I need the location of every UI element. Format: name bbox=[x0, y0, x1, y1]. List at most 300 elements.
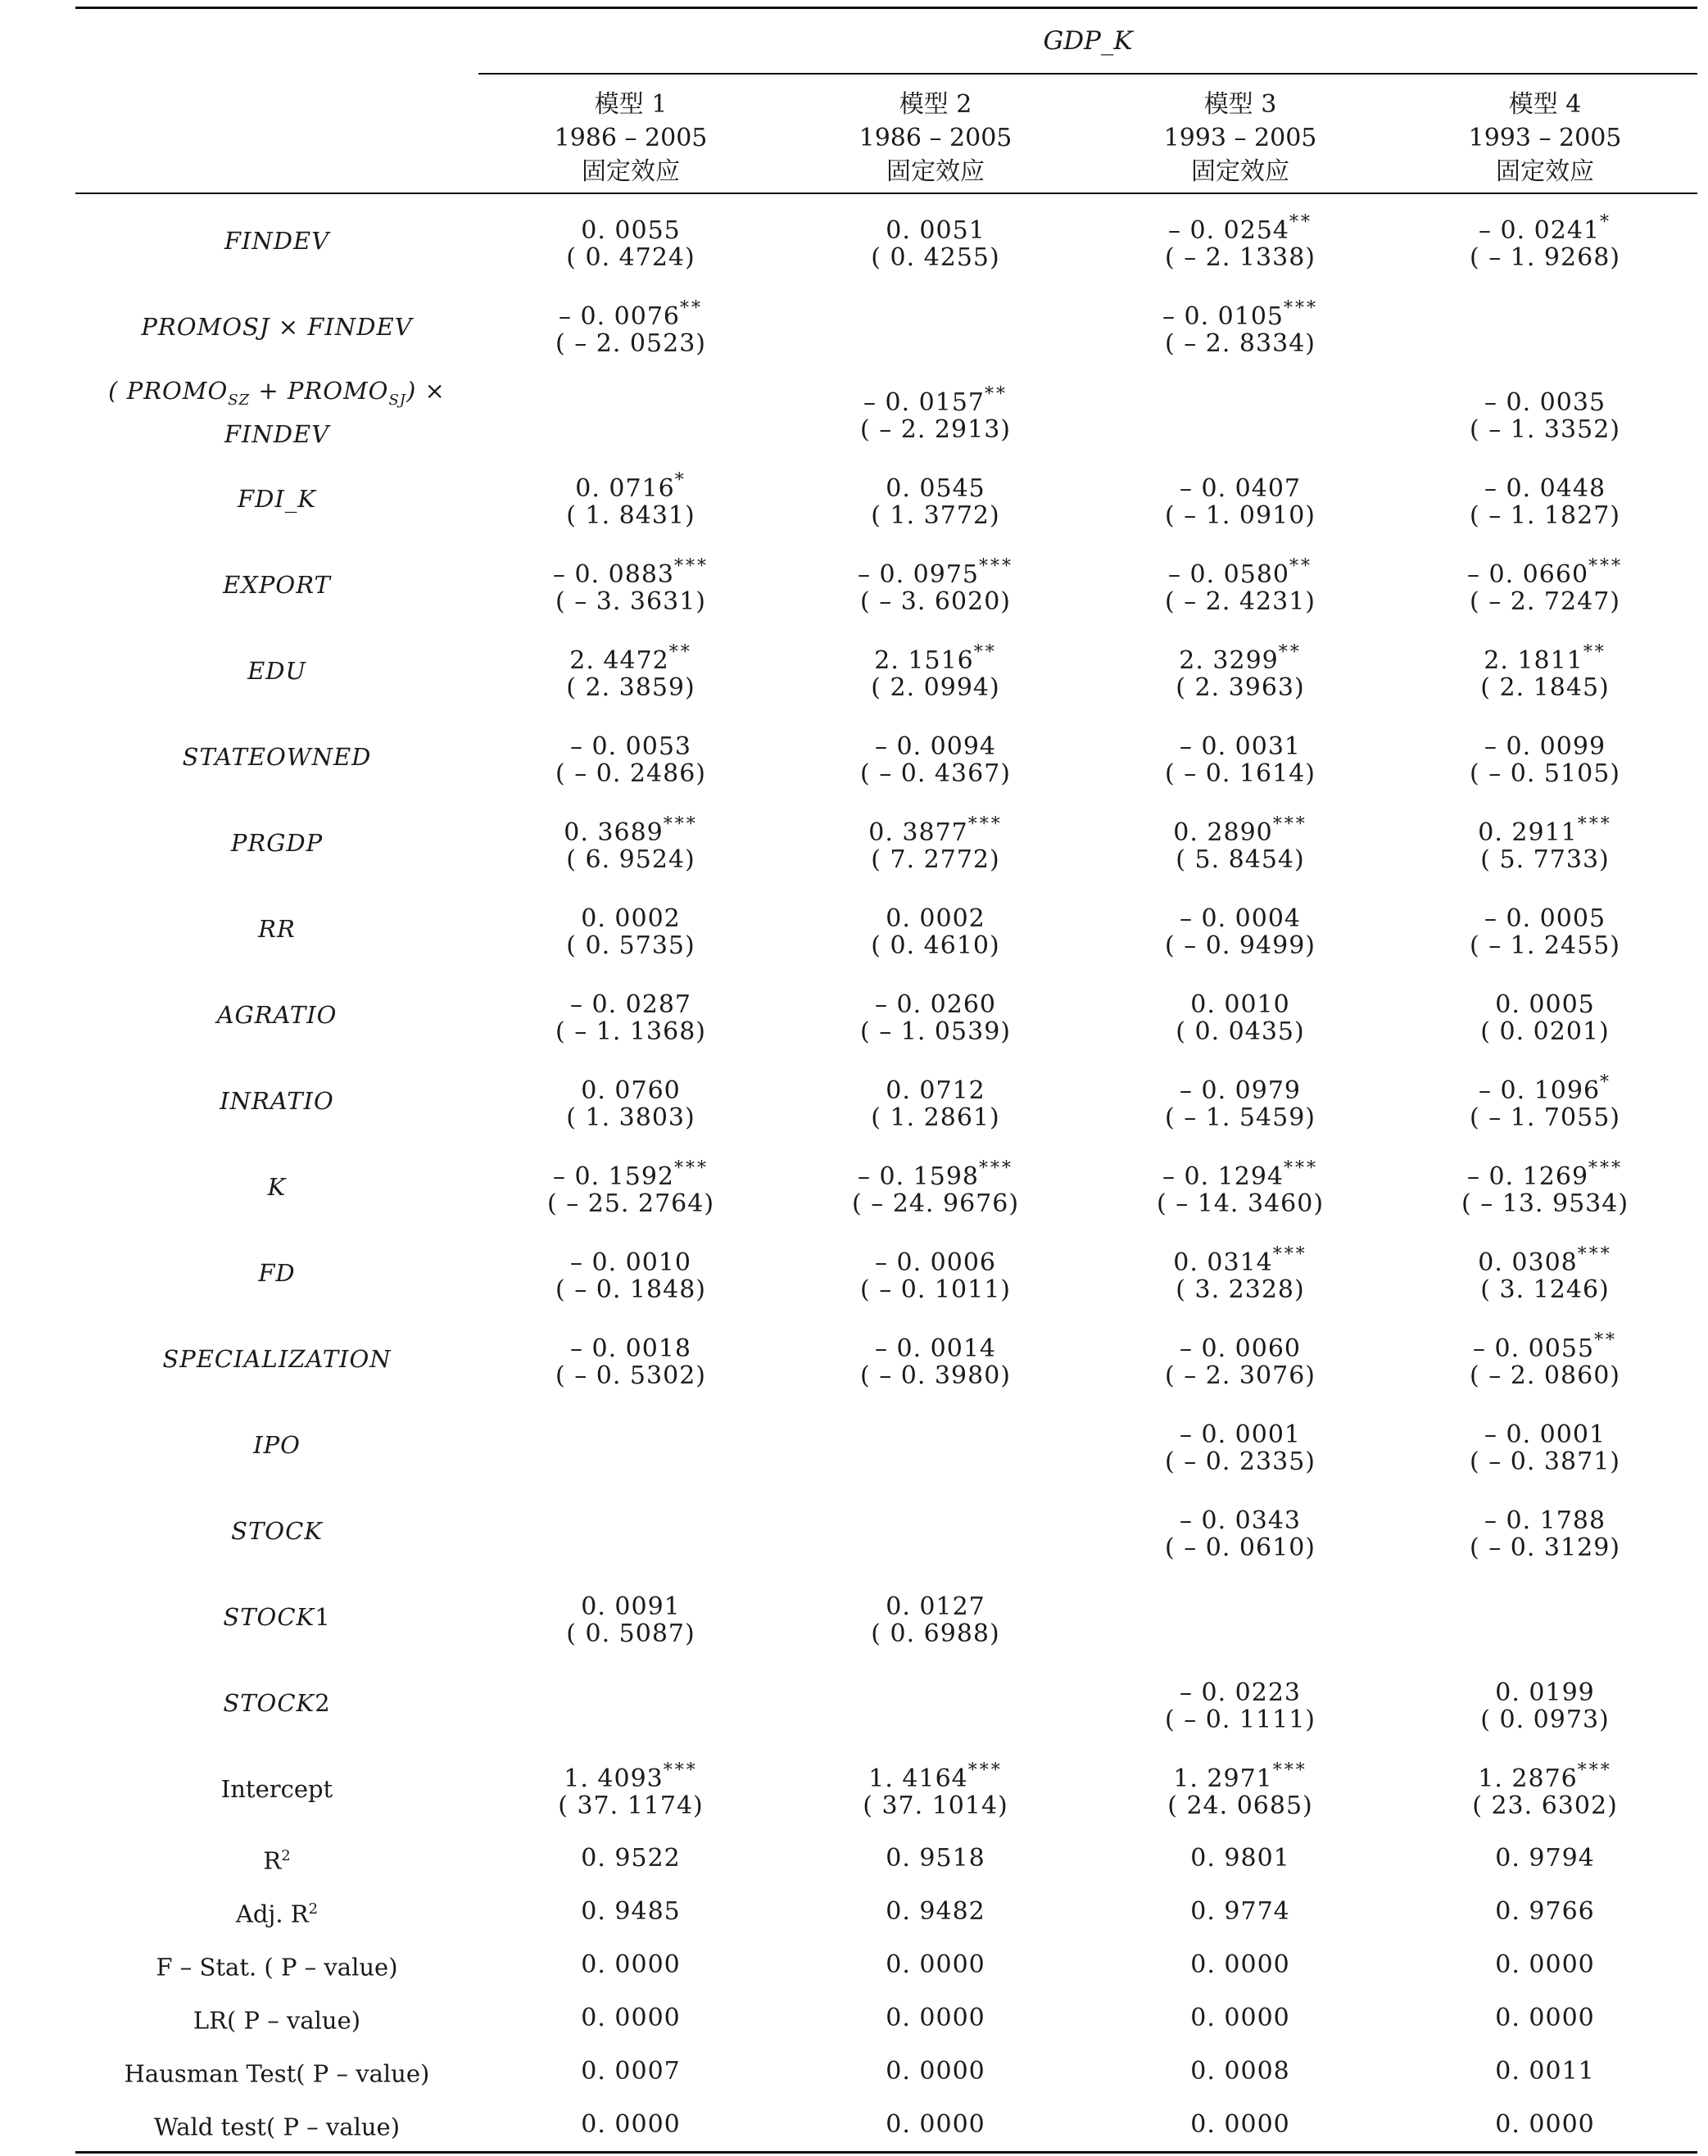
coefficient-cell bbox=[478, 627, 783, 713]
coefficient-cell bbox=[1088, 799, 1393, 886]
t-statistic bbox=[478, 1703, 783, 1737]
t-statistic: ( – 1. 0539) bbox=[860, 1017, 1011, 1046]
t-statistic: ( – 1. 2455) bbox=[1470, 931, 1620, 960]
t-statistic: ( – 1. 3352) bbox=[1470, 414, 1620, 444]
stat-value: 0. 0007 bbox=[581, 2056, 681, 2086]
coefficient-number: – 0. 0094 bbox=[874, 732, 997, 761]
coefficient-number: – 0. 1598 bbox=[857, 1162, 980, 1191]
t-statistic bbox=[1088, 413, 1393, 446]
coefficient-cell bbox=[783, 713, 1088, 799]
coefficient-cell bbox=[478, 972, 783, 1058]
coefficient-number: 0. 0308 bbox=[1478, 1248, 1578, 1277]
coefficient-value bbox=[1393, 637, 1697, 675]
row-label-subscript: SZ bbox=[228, 391, 251, 409]
coefficient-value bbox=[1088, 1153, 1393, 1191]
stat-row bbox=[75, 1991, 1697, 2045]
t-statistic bbox=[478, 1531, 783, 1565]
row-label-subscript: SJ bbox=[388, 391, 406, 409]
significance-stars: * bbox=[1600, 211, 1612, 233]
coefficient-value bbox=[478, 1497, 783, 1531]
t-statistic: ( – 0. 5302) bbox=[555, 1361, 706, 1390]
stat-value: 0. 0011 bbox=[1495, 2056, 1595, 2086]
coefficient-value bbox=[1088, 637, 1393, 675]
coefficient-cell bbox=[783, 972, 1088, 1058]
coefficient-value bbox=[1393, 1153, 1697, 1191]
table-row bbox=[75, 283, 1697, 369]
coefficient-value bbox=[1088, 1239, 1393, 1277]
stat-label bbox=[75, 2098, 478, 2153]
significance-stars: ** bbox=[680, 297, 704, 319]
model-period: 1986 – 2005 bbox=[554, 123, 708, 152]
row-label-text: EXPORT bbox=[223, 570, 331, 599]
t-statistic bbox=[1393, 327, 1697, 360]
t-statistic: ( – 1. 9268) bbox=[1470, 242, 1620, 272]
row-label-text: RR bbox=[258, 914, 296, 943]
stat-value: 0. 9774 bbox=[1190, 1896, 1290, 1926]
coefficient-cell bbox=[1088, 541, 1393, 627]
stat-value: 0. 0000 bbox=[1495, 1950, 1595, 1979]
coefficient-number: – 0. 0001 bbox=[1484, 1420, 1606, 1449]
coefficient-value bbox=[783, 207, 1088, 245]
t-statistic: ( – 0. 2335) bbox=[1165, 1447, 1316, 1476]
coefficient-number: 0. 0545 bbox=[886, 473, 985, 503]
t-statistic: ( – 1. 1368) bbox=[555, 1017, 706, 1046]
coefficient-number: 0. 3689 bbox=[564, 818, 664, 847]
significance-stars: *** bbox=[979, 1157, 1014, 1179]
coefficient-value bbox=[783, 637, 1088, 675]
coefficient-cell bbox=[478, 193, 783, 283]
coefficient-value bbox=[1393, 207, 1697, 245]
coefficient-cell bbox=[1088, 455, 1393, 541]
coefficient-cell bbox=[783, 1660, 1088, 1746]
t-statistic: ( – 14. 3460) bbox=[1156, 1189, 1325, 1218]
coefficient-number: 0. 0712 bbox=[886, 1076, 985, 1105]
model-name: 模型 2 bbox=[899, 89, 972, 119]
t-statistic: ( 0. 4610) bbox=[871, 931, 1000, 960]
t-statistic: ( – 24. 9676) bbox=[851, 1189, 1020, 1218]
coefficient-number: – 0. 0004 bbox=[1179, 904, 1302, 933]
coefficient-cell bbox=[1088, 713, 1393, 799]
coefficient-value bbox=[1393, 981, 1697, 1019]
coefficient-cell bbox=[1088, 1574, 1393, 1660]
t-statistic: ( 37. 1174) bbox=[558, 1791, 704, 1820]
coefficient-cell bbox=[783, 1488, 1088, 1574]
t-statistic: ( 0. 5735) bbox=[566, 931, 695, 960]
significance-stars: *** bbox=[674, 1157, 709, 1179]
dependent-variable-label: GDP_K bbox=[478, 8, 1697, 75]
t-statistic: ( – 13. 9534) bbox=[1461, 1189, 1629, 1218]
significance-stars: ** bbox=[1289, 211, 1313, 233]
stat-label bbox=[75, 1938, 478, 1991]
coefficient-value bbox=[783, 293, 1088, 327]
significance-stars: *** bbox=[1588, 555, 1624, 577]
row-label-text: FINDEV bbox=[224, 226, 330, 255]
t-statistic: ( 2. 3963) bbox=[1176, 673, 1305, 702]
row-label bbox=[75, 886, 478, 972]
coefficient-cell bbox=[1088, 193, 1393, 283]
coefficient-cell bbox=[478, 541, 783, 627]
coefficient-cell bbox=[1393, 1316, 1697, 1402]
t-statistic: ( – 2. 0523) bbox=[555, 328, 706, 358]
model-header bbox=[1088, 74, 1393, 193]
coefficient-number: – 0. 0883 bbox=[552, 559, 675, 589]
coefficient-value bbox=[783, 1755, 1088, 1793]
model-name: 模型 1 bbox=[594, 89, 668, 119]
row-label bbox=[75, 1402, 478, 1488]
model-name: 模型 4 bbox=[1508, 89, 1582, 119]
coefficient-number: – 0. 0001 bbox=[1179, 1420, 1302, 1449]
t-statistic: ( 2. 3859) bbox=[566, 673, 695, 702]
row-label-text: Intercept bbox=[220, 1774, 333, 1803]
t-statistic: ( – 0. 3980) bbox=[860, 1361, 1011, 1390]
stat-value: 0. 9766 bbox=[1495, 1896, 1595, 1926]
row-label bbox=[75, 1144, 478, 1230]
table-row bbox=[75, 455, 1697, 541]
coefficient-value bbox=[783, 981, 1088, 1019]
row-label bbox=[75, 1746, 478, 1832]
coefficient-cell bbox=[783, 283, 1088, 369]
t-statistic: ( – 0. 1011) bbox=[860, 1275, 1011, 1304]
model-method: 固定效应 bbox=[886, 156, 985, 186]
row-label-text: EDU bbox=[247, 656, 306, 685]
coefficient-number: – 0. 0006 bbox=[874, 1248, 997, 1277]
coefficient-number: – 0. 1269 bbox=[1466, 1162, 1589, 1191]
table-row bbox=[75, 1058, 1697, 1144]
significance-stars: *** bbox=[1272, 1243, 1307, 1265]
t-statistic: ( 5. 7733) bbox=[1480, 845, 1610, 874]
coefficient-number: – 0. 0979 bbox=[1179, 1076, 1302, 1105]
row-label-text: FDI_K bbox=[238, 484, 316, 513]
coefficient-cell bbox=[478, 369, 783, 455]
stat-value: 0. 0000 bbox=[886, 2056, 985, 2086]
coefficient-value bbox=[478, 1583, 783, 1621]
model-header-row bbox=[75, 74, 1697, 193]
t-statistic: ( 2. 0994) bbox=[871, 673, 1000, 702]
coefficient-number: 1. 2876 bbox=[1478, 1764, 1578, 1793]
t-statistic: ( 3. 2328) bbox=[1176, 1275, 1305, 1304]
coefficient-number: – 0. 0099 bbox=[1484, 732, 1606, 761]
coefficient-number: 2. 1516 bbox=[874, 645, 974, 675]
coefficient-number: – 0. 0060 bbox=[1179, 1334, 1302, 1363]
significance-stars: ** bbox=[1278, 641, 1302, 663]
coefficient-cell bbox=[478, 283, 783, 369]
coefficient-cell bbox=[478, 1574, 783, 1660]
coefficient-value bbox=[1088, 1583, 1393, 1617]
coefficient-cell bbox=[783, 799, 1088, 886]
t-statistic: ( – 0. 1111) bbox=[1165, 1705, 1316, 1734]
row-label-text: FD bbox=[258, 1258, 296, 1287]
significance-stars: ** bbox=[1289, 555, 1313, 577]
coefficient-number: – 0. 0010 bbox=[569, 1248, 692, 1277]
coefficient-cell bbox=[478, 799, 783, 886]
coefficient-value bbox=[1393, 551, 1697, 589]
coefficient-value bbox=[1088, 551, 1393, 589]
model-period: 1986 – 2005 bbox=[859, 123, 1013, 152]
significance-stars: ** bbox=[1594, 1329, 1618, 1351]
coefficient-value bbox=[1393, 1669, 1697, 1707]
stat-value: 0. 0000 bbox=[886, 2003, 985, 2032]
stat-value: 0. 0008 bbox=[1190, 2056, 1290, 2086]
coefficient-cell bbox=[783, 455, 1088, 541]
coefficient-value bbox=[783, 379, 1088, 417]
coefficient-value bbox=[1088, 1411, 1393, 1449]
coefficient-value bbox=[1393, 379, 1697, 417]
row-label bbox=[75, 627, 478, 713]
t-statistic bbox=[1088, 1617, 1393, 1651]
t-statistic: ( – 0. 1848) bbox=[555, 1275, 706, 1304]
stat-label bbox=[75, 1832, 478, 1885]
coefficient-value bbox=[1393, 1325, 1697, 1363]
coefficient-cell bbox=[1088, 1058, 1393, 1144]
row-label bbox=[75, 455, 478, 541]
row-label bbox=[75, 1488, 478, 1574]
stat-label bbox=[75, 1885, 478, 1938]
coefficient-number: 0. 0002 bbox=[581, 904, 681, 933]
coefficient-cell bbox=[783, 1144, 1088, 1230]
t-statistic: ( 6. 9524) bbox=[566, 845, 695, 874]
t-statistic: ( 1. 3772) bbox=[871, 500, 1000, 530]
stat-label-text: LR( P – value) bbox=[193, 2006, 361, 2035]
t-statistic: ( 2. 1845) bbox=[1480, 673, 1610, 702]
row-label bbox=[75, 1230, 478, 1316]
coefficient-value bbox=[478, 551, 783, 589]
table-row bbox=[75, 1488, 1697, 1574]
t-statistic: ( – 0. 0610) bbox=[1165, 1533, 1316, 1562]
coefficient-cell bbox=[478, 1058, 783, 1144]
coefficient-cell bbox=[783, 541, 1088, 627]
row-label bbox=[75, 193, 478, 283]
coefficient-cell bbox=[1393, 541, 1697, 627]
t-statistic: ( 0. 0201) bbox=[1480, 1017, 1610, 1046]
stat-value: 0. 0000 bbox=[1190, 2109, 1290, 2139]
model-method: 固定效应 bbox=[1191, 156, 1289, 186]
coefficient-cell bbox=[478, 1660, 783, 1746]
significance-stars: ** bbox=[973, 641, 997, 663]
coefficient-number: – 0. 0031 bbox=[1179, 732, 1302, 761]
significance-stars: *** bbox=[1577, 1243, 1612, 1265]
coefficient-value bbox=[478, 981, 783, 1019]
dependent-variable-row bbox=[75, 8, 1697, 75]
stat-value: 0. 0000 bbox=[1190, 2003, 1290, 2032]
stat-value: 0. 9801 bbox=[1190, 1843, 1290, 1873]
model-header bbox=[478, 74, 783, 193]
significance-stars: * bbox=[674, 469, 686, 491]
coefficient-cell bbox=[1393, 886, 1697, 972]
coefficient-value bbox=[1393, 1411, 1697, 1449]
coefficient-number: 0. 0760 bbox=[581, 1076, 681, 1105]
t-statistic: ( 3. 1246) bbox=[1480, 1275, 1610, 1304]
significance-stars: *** bbox=[1577, 813, 1612, 835]
stat-value: 0. 9522 bbox=[581, 1843, 681, 1873]
coefficient-number: – 0. 0241 bbox=[1478, 215, 1601, 245]
coefficient-value bbox=[1088, 1669, 1393, 1707]
coefficient-cell bbox=[1393, 1230, 1697, 1316]
t-statistic: ( – 3. 3631) bbox=[555, 587, 706, 616]
coefficient-number: 0. 0127 bbox=[886, 1592, 985, 1621]
coefficient-number: 2. 1811 bbox=[1484, 645, 1583, 675]
coefficient-number: – 0. 0254 bbox=[1167, 215, 1290, 245]
t-statistic: ( – 1. 1827) bbox=[1470, 500, 1620, 530]
coefficient-cell bbox=[1088, 1746, 1393, 1832]
coefficient-number: 0. 0051 bbox=[886, 215, 985, 245]
row-label-text: PRGDP bbox=[230, 828, 324, 857]
t-statistic: ( 37. 1014) bbox=[863, 1791, 1008, 1820]
row-label bbox=[75, 369, 478, 455]
coefficient-number: 0. 0002 bbox=[886, 904, 985, 933]
coefficient-cell bbox=[1088, 283, 1393, 369]
coefficient-number: – 0. 0223 bbox=[1179, 1678, 1302, 1707]
significance-stars: ** bbox=[668, 641, 692, 663]
significance-stars: *** bbox=[1272, 1760, 1307, 1781]
t-statistic: ( 0. 0435) bbox=[1176, 1017, 1305, 1046]
row-label-suffix: 2 bbox=[315, 1688, 331, 1717]
coefficient-number: 2. 4472 bbox=[569, 645, 669, 675]
t-statistic: ( – 0. 1614) bbox=[1165, 759, 1316, 788]
coefficient-value bbox=[783, 551, 1088, 589]
coefficient-cell bbox=[783, 1746, 1088, 1832]
row-label-part: ( PROMO bbox=[108, 376, 229, 405]
coefficient-cell bbox=[478, 1230, 783, 1316]
row-label bbox=[75, 799, 478, 886]
row-label-suffix: 1 bbox=[315, 1602, 331, 1631]
row-label-text: INRATIO bbox=[220, 1086, 334, 1115]
stat-label-superscript: 2 bbox=[308, 1900, 319, 1918]
t-statistic: ( – 3. 6020) bbox=[860, 587, 1011, 616]
coefficient-cell bbox=[478, 455, 783, 541]
coefficient-number: – 0. 0053 bbox=[569, 732, 692, 761]
table-row bbox=[75, 799, 1697, 886]
t-statistic: ( 1. 8431) bbox=[566, 500, 695, 530]
stat-row bbox=[75, 2045, 1697, 2098]
coefficient-value bbox=[783, 895, 1088, 933]
header-corner bbox=[75, 8, 478, 75]
coefficient-value bbox=[783, 723, 1088, 761]
coefficient-number: 0. 2890 bbox=[1173, 818, 1273, 847]
coefficient-value bbox=[478, 1153, 783, 1191]
coefficient-cell bbox=[1088, 1488, 1393, 1574]
stat-label-text: Wald test( P – value) bbox=[153, 2113, 401, 2141]
coefficient-number: – 0. 1294 bbox=[1162, 1162, 1284, 1191]
coefficient-number: 0. 0010 bbox=[1190, 990, 1290, 1019]
coefficient-value bbox=[1088, 465, 1393, 503]
coefficient-value bbox=[1393, 1067, 1697, 1105]
coefficient-value bbox=[1393, 1239, 1697, 1277]
coefficient-number: – 0. 0260 bbox=[874, 990, 997, 1019]
coefficient-number: – 0. 0287 bbox=[569, 990, 692, 1019]
t-statistic: ( – 2. 8334) bbox=[1165, 328, 1316, 358]
coefficient-cell bbox=[783, 886, 1088, 972]
stat-value: 0. 0000 bbox=[1495, 2003, 1595, 2032]
t-statistic: ( – 0. 3871) bbox=[1470, 1447, 1620, 1476]
significance-stars: *** bbox=[967, 1760, 1003, 1781]
coefficient-value bbox=[783, 1153, 1088, 1191]
coefficient-cell bbox=[1088, 1660, 1393, 1746]
coefficient-value bbox=[1393, 1583, 1697, 1617]
stat-value: 0. 9794 bbox=[1495, 1843, 1595, 1873]
coefficient-value bbox=[478, 809, 783, 847]
table-row bbox=[75, 1230, 1697, 1316]
coefficient-number: 0. 0055 bbox=[581, 215, 681, 245]
coefficient-value bbox=[1393, 1497, 1697, 1535]
significance-stars: *** bbox=[1284, 297, 1319, 319]
coefficient-value bbox=[478, 1325, 783, 1363]
coefficient-number: – 0. 0018 bbox=[569, 1334, 692, 1363]
coefficient-value bbox=[1088, 895, 1393, 933]
coefficient-cell bbox=[1088, 1402, 1393, 1488]
significance-stars: *** bbox=[1272, 813, 1307, 835]
coefficient-value bbox=[1393, 1755, 1697, 1793]
row-label-text: K bbox=[267, 1172, 287, 1201]
coefficient-rows bbox=[75, 193, 1697, 1832]
coefficient-value bbox=[1088, 1325, 1393, 1363]
stat-label-text: R bbox=[263, 1846, 282, 1875]
coefficient-value bbox=[783, 1411, 1088, 1445]
stat-row bbox=[75, 1832, 1697, 1885]
coefficient-value bbox=[783, 1325, 1088, 1363]
row-label bbox=[75, 541, 478, 627]
coefficient-number: – 0. 1592 bbox=[552, 1162, 675, 1191]
coefficient-cell bbox=[1088, 886, 1393, 972]
coefficient-cell bbox=[1088, 369, 1393, 455]
coefficient-cell bbox=[1088, 972, 1393, 1058]
row-label bbox=[75, 1316, 478, 1402]
coefficient-number: – 0. 0157 bbox=[863, 387, 985, 417]
t-statistic: ( 0. 4255) bbox=[871, 242, 1000, 272]
coefficient-number: 0. 3877 bbox=[868, 818, 968, 847]
significance-stars: *** bbox=[663, 813, 698, 835]
statistics-rows bbox=[75, 1832, 1697, 2153]
coefficient-value bbox=[478, 1239, 783, 1277]
coefficient-number: – 0. 0580 bbox=[1167, 559, 1290, 589]
coefficient-value bbox=[478, 1755, 783, 1793]
model-header bbox=[1393, 74, 1697, 193]
coefficient-cell bbox=[478, 1488, 783, 1574]
coefficient-cell bbox=[1088, 1230, 1393, 1316]
coefficient-cell bbox=[478, 1746, 783, 1832]
t-statistic: ( 0. 4724) bbox=[566, 242, 695, 272]
table-row bbox=[75, 713, 1697, 799]
significance-stars: *** bbox=[967, 813, 1003, 835]
coefficient-value bbox=[478, 723, 783, 761]
coefficient-cell bbox=[1393, 1402, 1697, 1488]
stat-value: 0. 0000 bbox=[1495, 2109, 1595, 2139]
coefficient-cell bbox=[478, 713, 783, 799]
coefficient-cell bbox=[783, 1316, 1088, 1402]
row-label-text: PROMOSJ × FINDEV bbox=[141, 312, 413, 341]
stat-label bbox=[75, 2045, 478, 2098]
significance-stars: *** bbox=[663, 1760, 698, 1781]
coefficient-number: – 0. 1788 bbox=[1484, 1506, 1606, 1535]
coefficient-value bbox=[783, 1669, 1088, 1703]
stat-row bbox=[75, 1885, 1697, 1938]
stat-value: 0. 9485 bbox=[581, 1896, 681, 1926]
table-row bbox=[75, 886, 1697, 972]
table-row bbox=[75, 1660, 1697, 1746]
t-statistic: ( 1. 2861) bbox=[871, 1103, 1000, 1132]
table-row bbox=[75, 369, 1697, 455]
coefficient-cell bbox=[478, 1402, 783, 1488]
t-statistic: ( – 1. 0910) bbox=[1165, 500, 1316, 530]
t-statistic: ( – 0. 5105) bbox=[1470, 759, 1620, 788]
coefficient-cell bbox=[1393, 1144, 1697, 1230]
t-statistic: ( 0. 6988) bbox=[871, 1619, 1000, 1648]
coefficient-number: – 0. 0014 bbox=[874, 1334, 997, 1363]
row-label-text: STOCK bbox=[223, 1602, 315, 1631]
coefficient-value bbox=[1088, 207, 1393, 245]
t-statistic: ( – 2. 0860) bbox=[1470, 1361, 1620, 1390]
t-statistic bbox=[478, 413, 783, 446]
coefficient-cell bbox=[1393, 283, 1697, 369]
